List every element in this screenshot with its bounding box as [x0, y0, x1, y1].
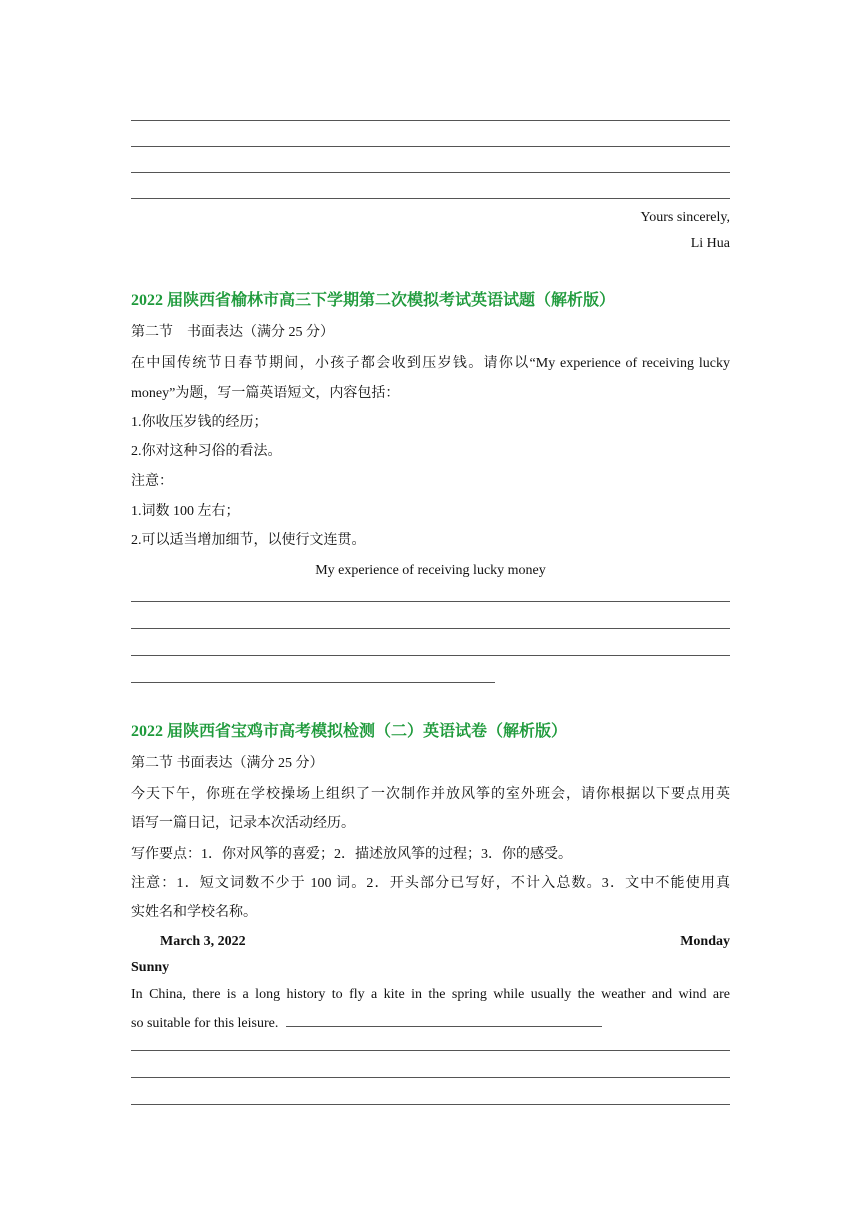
essay-title: My experience of receiving lucky money [315, 563, 546, 578]
diary-opening-text: so suitable for this leisure. [131, 1016, 279, 1031]
prompt-text: 在中国传统节日春节期间，小孩子都会收到压岁钱。请你以“My experience of receiving lucky [131, 356, 730, 371]
answer-line[interactable] [131, 146, 730, 147]
document-page [131, 0, 730, 1216]
answer-line[interactable] [131, 628, 730, 629]
note-text: 实姓名和学校名称。 [131, 905, 257, 920]
answer-line[interactable] [131, 1104, 730, 1105]
note-item: 2.可以适当增加细节，以使行文连贯。 [131, 533, 366, 548]
answer-blank[interactable] [286, 1014, 602, 1027]
answer-line[interactable] [131, 120, 730, 121]
diary-opening-line2 [131, 1014, 730, 1034]
answer-line[interactable] [131, 601, 730, 602]
diary-date: March 3, 2022 [160, 934, 246, 949]
diary-opening: In China, there is a long history to fly a kite in the spring while usually the weather and wind are [131, 987, 730, 1002]
note-text: 注意：1．短文词数不少于 100 词。2．开头部分已写好，不计入总数。3．文中不能使用真 [131, 876, 730, 891]
note-label: 注意： [131, 474, 173, 489]
section-part: 第二节 书面表达（满分 25 分） [131, 325, 334, 340]
answer-line[interactable] [131, 1050, 730, 1051]
answer-line[interactable] [131, 655, 730, 656]
prompt-text: money”为题，写一篇英语短文，内容包括： [131, 386, 400, 401]
requirement-item: 2.你对这种习俗的看法。 [131, 444, 282, 459]
prompt-text: 语写一篇日记，记录本次活动经历。 [131, 816, 355, 831]
answer-line[interactable] [131, 198, 730, 199]
letter-closing: Yours sincerely, [640, 210, 730, 225]
answer-line[interactable] [131, 682, 495, 683]
letter-signature: Li Hua [690, 236, 730, 251]
requirement-item: 1.你收压岁钱的经历； [131, 415, 268, 430]
answer-line[interactable] [131, 172, 730, 173]
section-part: 第二节 书面表达（满分 25 分） [131, 756, 324, 771]
note-item: 1.词数 100 左右； [131, 504, 240, 519]
answer-line[interactable] [131, 1077, 730, 1078]
section-title: 2022 届陕西省榆林市高三下学期第二次模拟考试英语试题（解析版） [131, 292, 616, 309]
diary-weather: Sunny [131, 960, 170, 975]
section-title: 2022 届陕西省宝鸡市高考模拟检测（二）英语试卷（解析版） [131, 723, 568, 740]
prompt-text: 今天下午，你班在学校操场上组织了一次制作并放风筝的室外班会，请你根据以下要点用英 [131, 787, 730, 802]
writing-points: 写作要点：1．你对风筝的喜爱；2．描述放风筝的过程；3．你的感受。 [131, 847, 572, 862]
diary-weekday: Monday [680, 934, 730, 949]
